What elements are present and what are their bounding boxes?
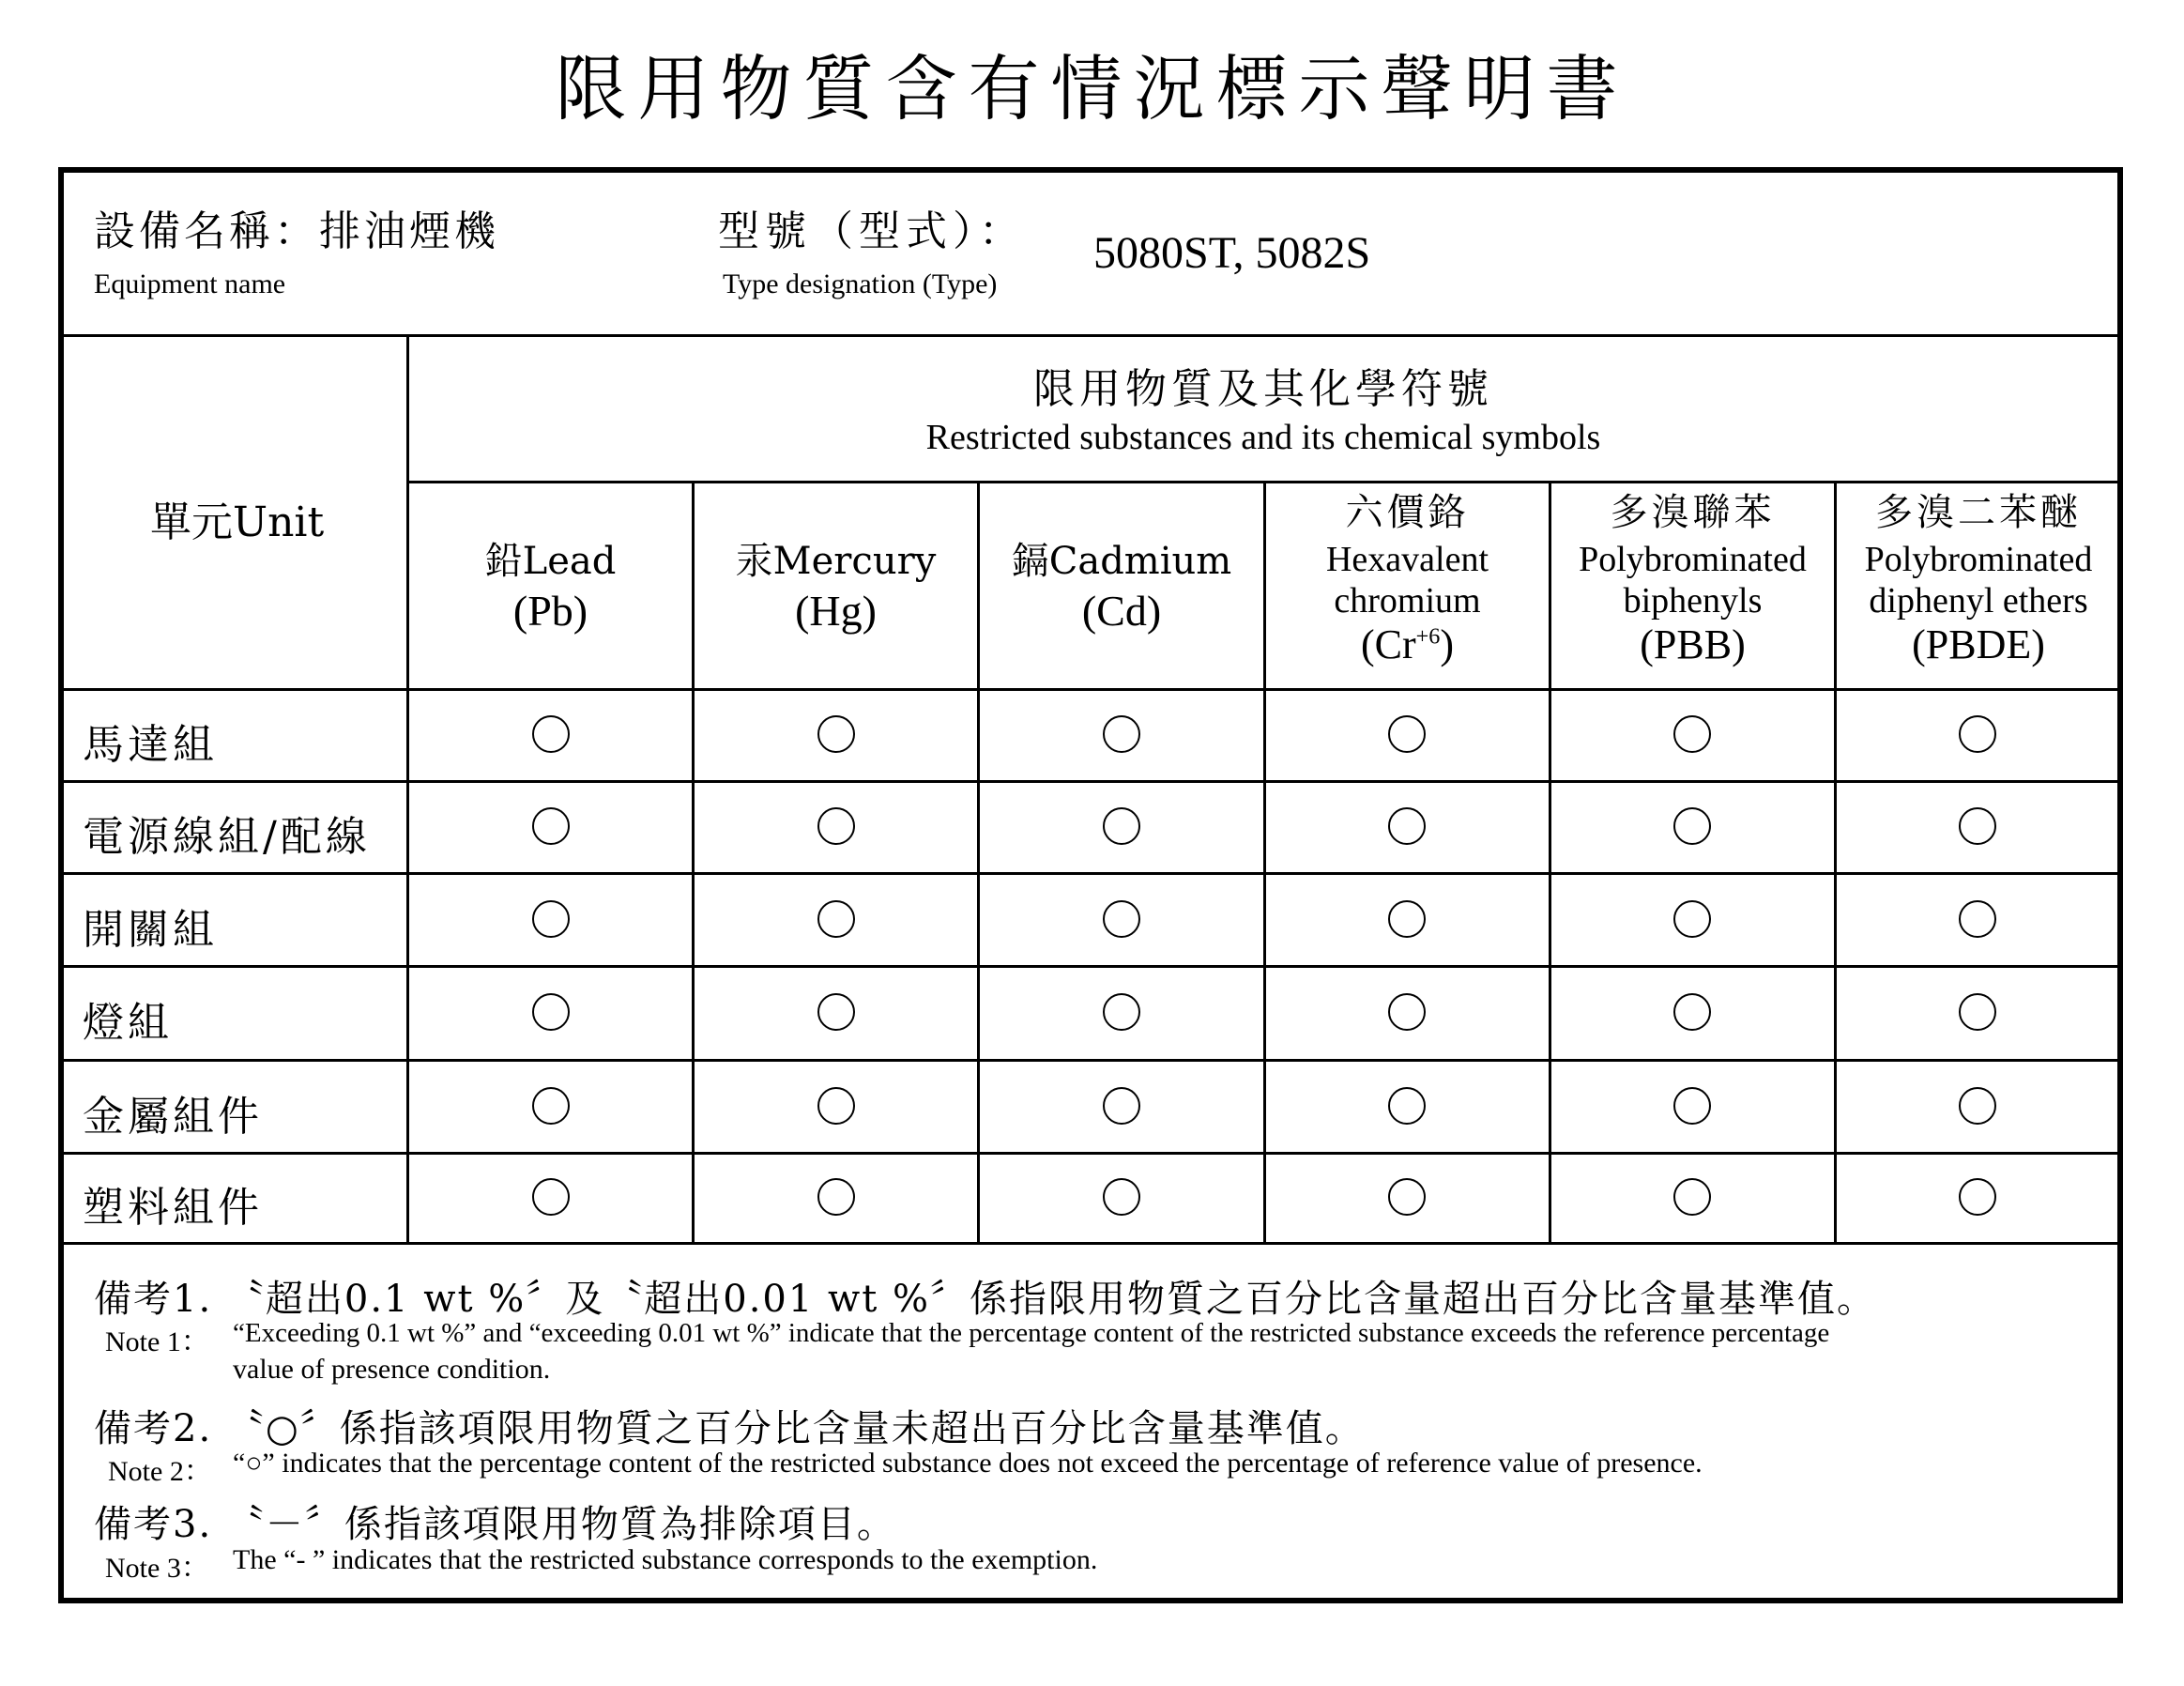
column-name-cn: 多溴聯苯 [1610,491,1776,534]
column-name: 鉛Lead [484,540,617,583]
column-name: 鎘Cadmium [1011,540,1232,583]
divider [58,1059,2123,1062]
circle-mark [1388,1178,1426,1216]
circle-mark [1673,807,1711,845]
note-3-en: The “- ” indicates that the restricted substance corresponds to the exemption. [233,1544,1098,1575]
circle-mark [532,993,570,1031]
circle-mark [1959,900,1996,938]
column-name-cn: 六價鉻 [1345,491,1470,534]
column-name-en: Polybrominated [1864,540,2093,579]
circle-mark [1103,1178,1140,1216]
circle-mark [1673,1178,1711,1216]
symbol-base: (Cr [1360,621,1416,668]
circle-mark [532,900,570,938]
divider [58,334,2123,337]
circle-mark [1959,807,1996,845]
type-designation-label: 型號（型式）： [718,207,1026,255]
column-header-mercury [695,483,977,685]
divider [58,1152,2123,1155]
circle-mark [1388,1087,1426,1125]
column-name-en: biphenyls [1623,580,1763,621]
column-header-cadmium [980,483,1263,685]
circle-mark [1959,1178,1996,1216]
circle-mark [532,715,570,753]
note-2-label: Note 2： [108,1456,212,1487]
circle-mark [1103,807,1140,845]
circle-mark [1103,715,1140,753]
column-header-hexavalent-chromium [1266,483,1549,685]
circle-mark [1388,715,1426,753]
note-1-en-continued: value of presence condition. [233,1354,551,1385]
column-name-en: diphenyl ethers [1869,580,2088,621]
column-name-en: Hexavalent [1325,540,1489,579]
equipment-name-label: 設備名稱：排油煙機 [94,207,499,255]
row-label-metal: 金屬組件 [83,1093,263,1141]
note-3-label: Note 3： [105,1553,209,1584]
circle-mark [1673,1087,1711,1125]
substances-header-cn: 限用物質及其化學符號 [1033,365,1493,413]
divider [58,688,2123,691]
substances-header-en: Restricted substances and its chemical symbols [925,418,1601,457]
note-2-en: “○” indicates that the percentage content of the restricted substance does not exceed the percentage of reference value of presence. [233,1448,1703,1479]
column-name-cn: 多溴二苯醚 [1875,491,2082,534]
circle-mark [532,807,570,845]
column-symbol: (Cd) [1081,587,1162,635]
column-symbol: (PBB) [1640,621,1746,668]
model-numbers: 5080ST, 5082S [1093,228,1371,278]
row-label-plastic: 塑料組件 [83,1184,263,1232]
note-2-cn: 備考2. 〝○〞係指該項限用物質之百分比含量未超出百分比含量基準值。 [94,1407,1365,1450]
type-designation-label-en: Type designation (Type) [723,268,998,299]
page-title: 限用物質含有情況標示聲明書 [555,47,1629,130]
row-label-power-cord: 電源線組/配線 [83,813,371,861]
column-header-pbde [1837,483,2120,685]
circle-mark [817,715,855,753]
column-header-lead [409,483,692,685]
column-name-en: chromium [1334,580,1481,621]
circle-mark [817,807,855,845]
divider [58,1242,2123,1245]
circle-mark [817,993,855,1031]
circle-mark [1959,993,1996,1031]
circle-mark [1959,1087,1996,1125]
column-header-pbb [1551,483,1834,685]
row-label-motor: 馬達組 [83,721,218,769]
symbol-superscript: +6 [1415,623,1441,650]
column-symbol: (Hg) [795,587,877,635]
circle-mark [1388,900,1426,938]
circle-mark [1673,900,1711,938]
note-1-cn: 備考1. 〝超出0.1 wt %〞及〝超出0.01 wt %〞係指限用物質之百分比含量超出百分比含量基準值。 [94,1278,1877,1321]
column-symbol: (Pb) [512,587,588,635]
circle-mark [1103,900,1140,938]
row-label-switch: 開關組 [83,906,218,954]
circle-mark [1673,715,1711,753]
circle-mark [817,1178,855,1216]
column-symbol [1266,621,1549,669]
divider [406,334,409,1245]
divider [58,965,2123,968]
circle-mark [1103,1087,1140,1125]
circle-mark [532,1178,570,1216]
divider [58,780,2123,783]
symbol-end: ) [1440,621,1455,668]
circle-mark [1388,807,1426,845]
divider [58,872,2123,875]
circle-mark [532,1087,570,1125]
circle-mark [1673,993,1711,1031]
row-label-lamp: 燈組 [83,999,173,1047]
equipment-name-label-en: Equipment name [94,268,286,299]
circle-mark [1388,993,1426,1031]
note-1-en: “Exceeding 0.1 wt %” and “exceeding 0.01 wt %” indicate that the percentage content of the restricted substance exceeds the reference percentage [233,1318,1830,1348]
circle-mark [817,900,855,938]
column-name-en: Polybrominated [1579,540,1807,579]
column-symbol: (PBDE) [1912,621,2045,668]
column-name: 汞Mercury [735,540,937,583]
circle-mark [1103,993,1140,1031]
note-1-label: Note 1： [105,1326,209,1357]
circle-mark [1959,715,1996,753]
unit-column-header: 單元Unit [150,498,325,546]
circle-mark [817,1087,855,1125]
note-3-cn: 備考3. 〝－〞係指該項限用物質為排除項目。 [94,1503,896,1546]
